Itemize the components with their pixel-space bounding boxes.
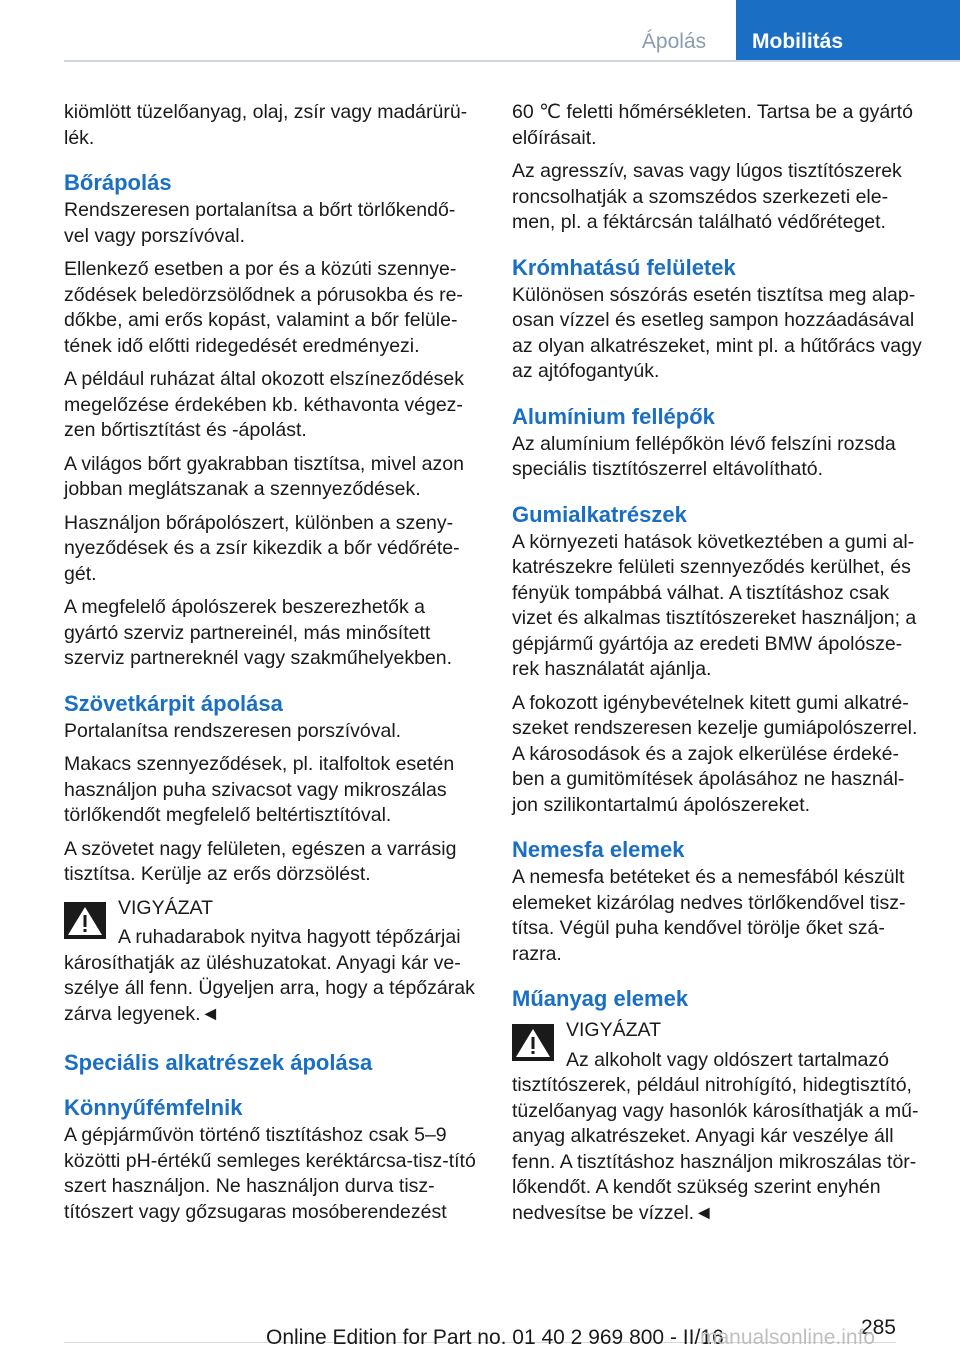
paragraph: A környezeti hatások következtében a gumi al-katrészekre felületi szennyeződés kerülhet, és fényük tompábbá válhat. A tisztításhoz csak vizet és alkalmas tisztítószereket használjon; a gépjármű gyártója az eredeti BMW ápolósze-rek használatát ajánlja. xyxy=(512,530,917,680)
paragraph: A világos bőrt gyakrabban tisztítsa, mivel azon jobban meglátszanak a szennyeződések. xyxy=(64,452,464,500)
warning-label: VIGYÁZAT xyxy=(566,1019,661,1041)
section-heading-specialis: Speciális alkatrészek ápolása xyxy=(64,1050,373,1075)
section-heading-nemesfa: Nemesfa elemek xyxy=(512,837,685,862)
section-heading-aluminium: Alumínium fellépők xyxy=(512,403,715,429)
section-heading-krom: Krómhatású felületek xyxy=(512,254,736,280)
paragraph: kiömlött tüzelőanyag, olaj, zsír vagy madárürü-lék. xyxy=(64,101,468,149)
paragraph: 60 ℃ feletti hőmérsékleten. Tartsa be a gyártó előírásait. xyxy=(512,101,913,149)
tab-apolas[interactable]: Ápolás xyxy=(641,30,707,53)
warning-block xyxy=(512,1018,926,1226)
page-footer xyxy=(0,1296,960,1362)
paragraph: Portalanítsa rendszeresen porszívóval. xyxy=(64,719,402,742)
paragraph: Ellenkező esetben a por és a közúti szennye-ződések beledörzsölődnek a pórusokba és re-dőkbe, ami erős kopást, valamint a bőr felüle-tének idő előtti ridegedését eredményezi. xyxy=(64,258,463,357)
paragraph: Használjon bőrápolószert, különben a szeny-nyeződések és a zsír kikezdik a bőr védőréte-gét. xyxy=(64,511,460,585)
subsection-heading-konnyufemfelnik: Könnyűfémfelnik xyxy=(64,1095,243,1120)
paragraph: Az alumínium fellépőkön lévő felszíni rozsda speciális tisztítószerrel eltávolítható. xyxy=(512,432,896,480)
right-column xyxy=(512,100,926,1234)
paragraph: A szövetet nagy felületen, egészen a varrásig tisztítsa. Kerülje az erős dörzsölést. xyxy=(64,837,457,885)
warning-triangle-icon xyxy=(64,902,106,939)
section-heading-szovetkarpit: Szövetkárpit ápolása xyxy=(64,690,283,716)
warning-block xyxy=(64,896,478,1028)
section-heading-muanyag: Műanyag elemek xyxy=(512,986,689,1011)
warning-text: A ruhadarabok nyitva hagyott tépőzárjai károsíthatják az üléshuzatokat. Anyagi kár ve-szélye áll fenn. Ügyeljen arra, hogy a tépőzárak zárva legyenek.◄ xyxy=(64,926,475,1025)
paragraph: A gépjárművön történő tisztításhoz csak 5–9 közötti pH-értékű semleges keréktárcsa-tisz-tító szert használjon. Ne használjon durva tisz-títószert vagy gőzsugaras mosóberendezést xyxy=(64,1124,476,1223)
paragraph: A fokozott igénybevételnek kitett gumi alkatré-szeket rendszeresen kezelje gumiápolószerrel. A károsodások és a zajok elkerülése érdeké-ben a gumitömítések ápolásához ne használ-jon szilikontartalmú ápolószereket. xyxy=(512,691,918,816)
paragraph: A nemesfa betéteket és a nemesfából készült elemeket kizárólag nedves törlőkendővel tisz-títsa. Végül puha kendővel törölje őket szá-razra. xyxy=(512,866,906,965)
edition-text: Online Edition for Part no. 01 40 2 969 800 - II/16 xyxy=(266,1326,724,1349)
section-heading-gumi: Gumialkatrészek xyxy=(512,501,687,527)
left-column xyxy=(64,100,478,1233)
tab-mobilitas[interactable]: Mobilitás xyxy=(736,0,960,60)
header-divider xyxy=(64,60,960,62)
page-number: 285 xyxy=(860,1316,896,1339)
paragraph: Különösen sószórás esetén tisztítsa meg alap-osan vízzel és esetleg sampon hozzáadásával az olyan alkatrészeket, mint pl. a hűtőrács vagy az ajtófogantyúk. xyxy=(512,283,922,382)
page-header xyxy=(0,0,960,62)
warning-label: VIGYÁZAT xyxy=(118,896,213,919)
section-heading-borapolas: Bőrápolás xyxy=(64,170,172,195)
paragraph: A például ruházat által okozott elszíneződések megelőzése érdekében kb. kéthavonta végez-zen bőrtisztítást és -ápolást. xyxy=(64,368,465,441)
paragraph: Az agresszív, savas vagy lúgos tisztítószerek roncsolhatják a szomszédos szerkezeti ele-men, pl. a féktárcsán található védőréteget. xyxy=(512,160,902,233)
paragraph: Rendszeresen portalanítsa a bőrt törlőkendő-vel vagy porszívóval. xyxy=(64,199,456,247)
warning-triangle-icon xyxy=(512,1024,554,1061)
paragraph: A megfelelő ápolószerek beszerezhetők a gyártó szerviz partnereinél, más minősített szerviz partnereknél vagy szakműhelyekben. xyxy=(64,596,453,669)
watermark: manualsonline.info xyxy=(700,1326,876,1349)
paragraph: Makacs szennyeződések, pl. italfoltok esetén használjon puha szivacsot vagy mikroszálas törlőkendőt megfelelő beltértisztítóval. xyxy=(64,753,455,826)
warning-text: Az alkoholt vagy oldószert tartalmazó tisztítószerek, például nitrohígító, hidegtisztító, tüzelőanyag vagy hasonlók károsíthatják a mű-anyag alkatrészeket. Anyagi kár veszélye áll fenn. A tisztításhoz használjon mikroszálas tör-lőkendőt. A kendőt szükség szerint enyhén nedvesítse be vízzel.◄ xyxy=(512,1048,919,1224)
